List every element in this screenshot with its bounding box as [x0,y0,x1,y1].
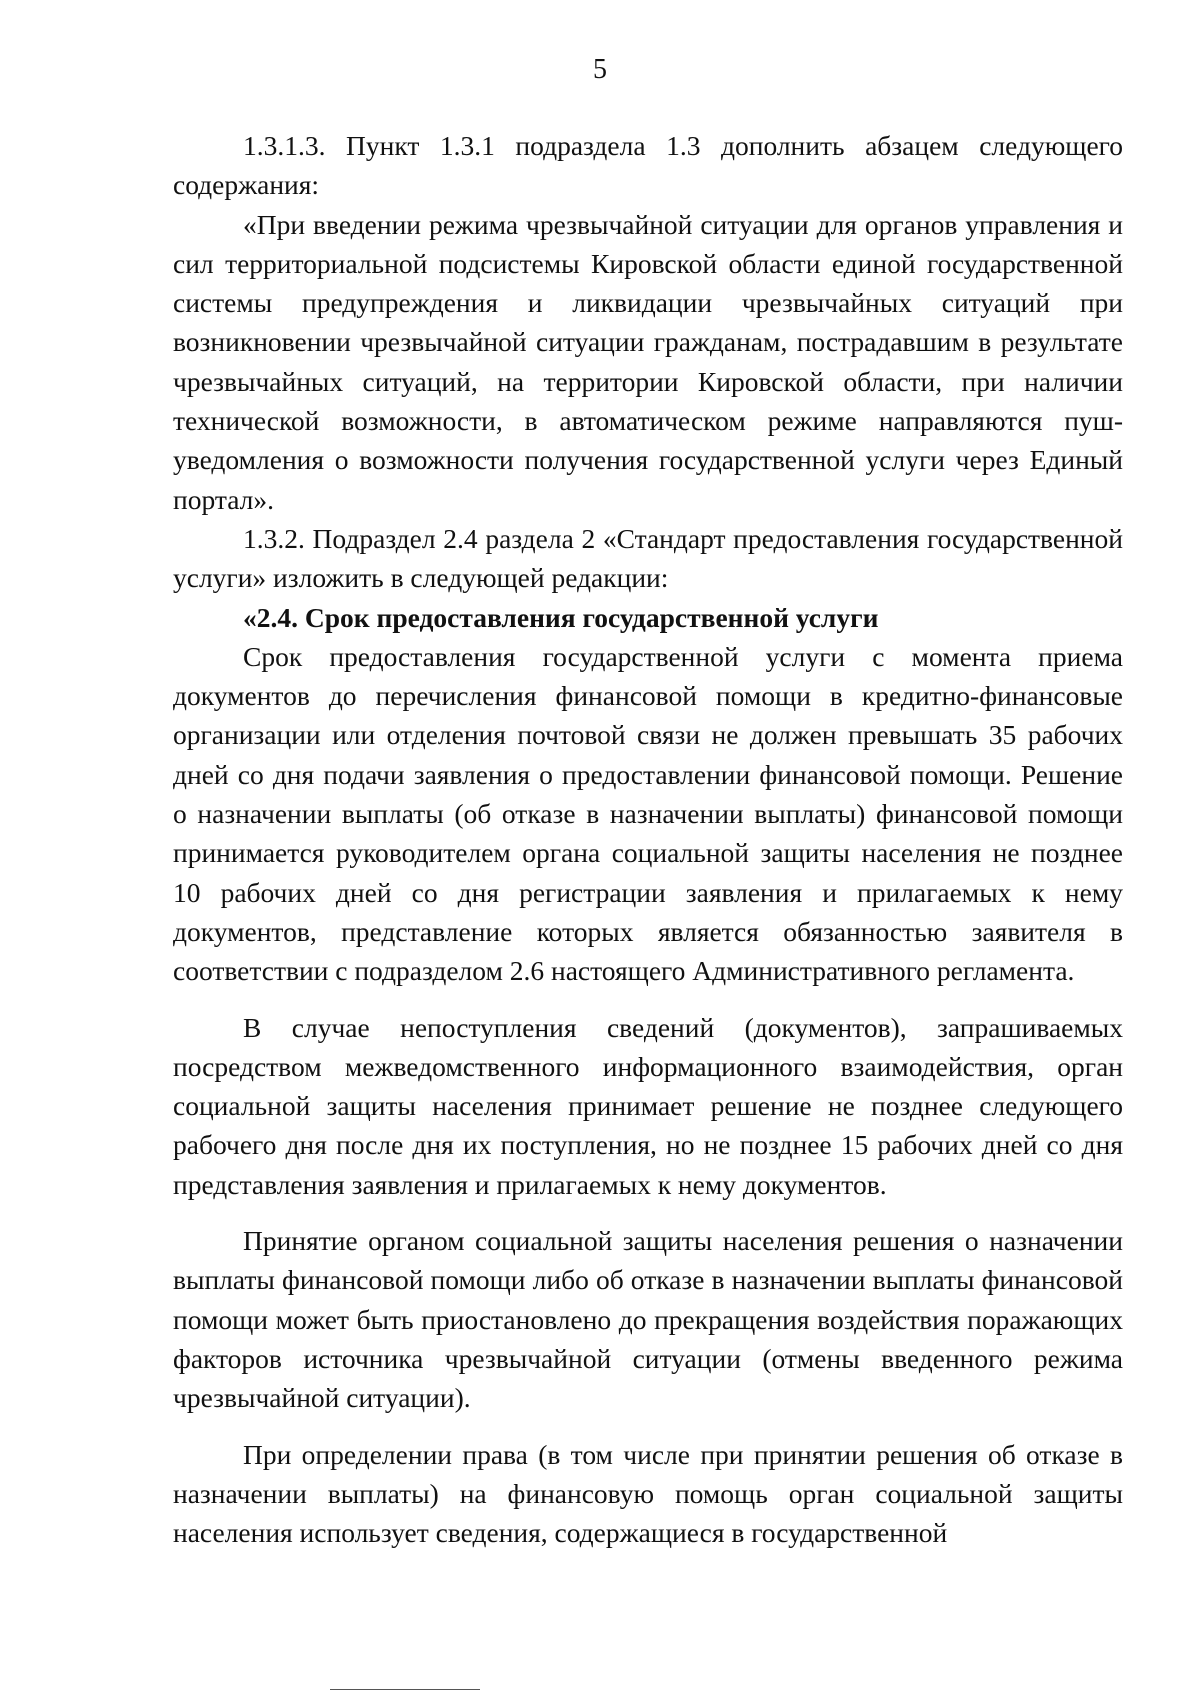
paragraph-interagency-delay: В случае непоступления сведений (документов), запрашиваемых посредством межведомственного информационного взаимодействия, орган социальной защиты населения принимает решение не позднее следующего рабочего дня после дня их поступления, но не позднее 15 рабочих дней со дня представления заявления и прилагаемых к нему документов. [173,1011,1123,1200]
paragraph-quoted-push-notification: «При введении режима чрезвычайной ситуации для органов управления и сил территориальной подсистемы Кировской области единой государственной системы предупреждения и ликвидации чрезвычайных ситуаций при возникновении чрезвычайной ситуации гражданам, пострадавшим в результате чрезвычайных ситуаций, на территории Кировской области, при наличии технической возможности, в автоматическом режиме направляются пуш-уведомления о возможности получения государственной услуги через Единый портал». [173,208,1123,515]
section-heading-2-4: «2.4. Срок предоставления государственной услуги [243,601,879,633]
paragraph-amendment-1-3-1-3: 1.3.1.3. Пункт 1.3.1 подраздела 1.3 дополнить абзацем следующего содержания: [173,130,1123,201]
paragraph-suspension: Принятие органом социальной защиты населения решения о назначении выплаты финансовой помощи либо об отказе в назначении выплаты финансовой помощи может быть приостановлено до прекращения воздействия поражающих факторов источника чрезвычайной ситуации (отмены введенного режима чрезвычайной ситуации). [173,1225,1123,1414]
paragraph-eligibility-determination: При определении права (в том числе при принятии решения об отказе в назначении выплаты) на финансовую помощь орган социальной защиты населения использует сведения, содержащиеся в государственной [173,1438,1123,1549]
footer-divider [330,1689,480,1690]
document-body [173,126,1123,1552]
paragraph-service-term: Срок предоставления государственной услуги с момента приема документов до перечисления финансовой помощи в кредитно-финансовые организации или отделения почтовой связи не должен превышать 35 рабочих дней со дня подачи заявления о предоставлении финансовой помощи. Решение о назначении выплаты (об отказе в назначении выплаты) финансовой помощи принимается руководителем органа социальной защиты населения не позднее 10 рабочих дней со дня регистрации заявления и прилагаемых к нему документов, представление которых является обязанностью заявителя в соответствии с подразделом 2.6 настоящего Административного регламента. [173,640,1123,987]
paragraph-amendment-1-3-2: 1.3.2. Подраздел 2.4 раздела 2 «Стандарт предоставления государственной услуги» изложить в следующей редакции: [173,522,1123,594]
page-number: 5 [593,54,607,85]
